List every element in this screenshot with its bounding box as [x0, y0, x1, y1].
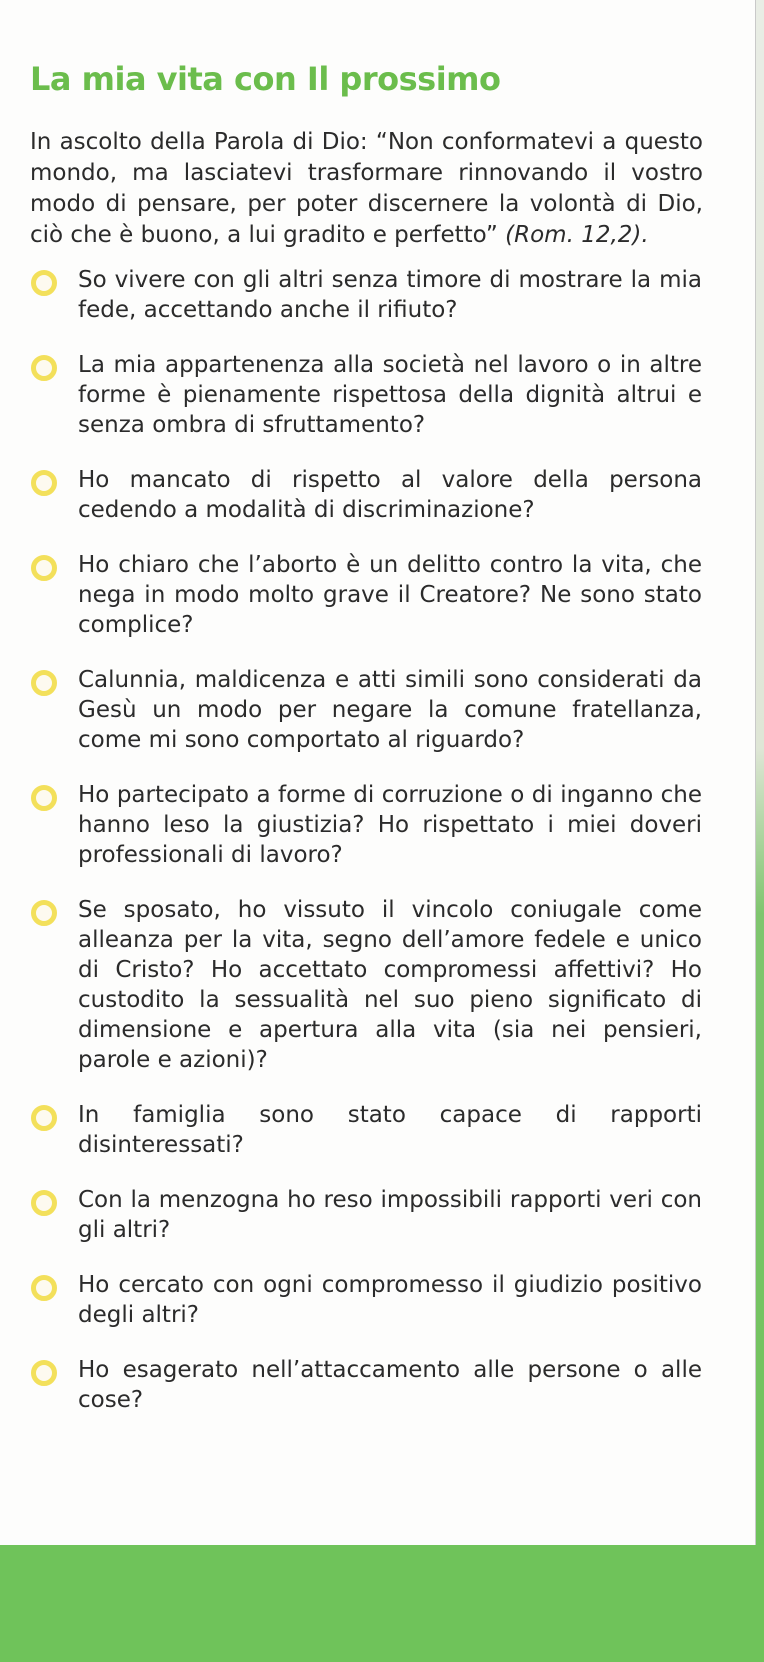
scripture-reference: (Rom. 12,2).: [505, 222, 649, 248]
question-text: Ho chiaro che l’aborto è un delitto contro la vita, che nega in modo molto grave il Creatore? Ne sono stato complice?: [78, 552, 702, 638]
question-text: In famiglia sono stato capace di rapporti disinteressati?: [78, 1102, 702, 1158]
ring-bullet-icon: [31, 785, 57, 811]
question-item: [0, 780, 702, 870]
examination-question-list: [0, 265, 764, 1415]
question-text: Ho mancato di rispetto al valore della persona cedendo a modalità di discriminazione?: [78, 467, 702, 523]
question-item: [0, 665, 702, 755]
ring-bullet-icon: [31, 355, 57, 381]
question-item: [0, 1270, 702, 1330]
question-text: Calunnia, maldicenza e atti simili sono considerati da Gesù un modo per negare la comune fratellanza, come mi sono comportato al riguardo?: [78, 667, 702, 753]
question-item: [0, 350, 702, 440]
question-text: So vivere con gli altri senza timore di mostrare la mia fede, accettando anche il rifiuto?: [78, 267, 702, 323]
ring-bullet-icon: [31, 1190, 57, 1216]
question-item: [0, 895, 702, 1075]
question-text: Ho esagerato nell’attaccamento alle persone o alle cose?: [78, 1357, 702, 1413]
question-item: [0, 465, 702, 525]
question-item: [0, 1100, 702, 1160]
question-item: [0, 265, 702, 325]
ring-bullet-icon: [31, 1360, 57, 1386]
question-item: [0, 1185, 702, 1245]
question-text: La mia appartenenza alla società nel lavoro o in altre forme è pienamente rispettosa della dignità altrui e senza ombra di sfruttamento?: [78, 352, 702, 438]
ring-bullet-icon: [31, 270, 57, 296]
question-item: [0, 550, 702, 640]
ring-bullet-icon: [31, 900, 57, 926]
question-text: Ho cercato con ogni compromesso il giudizio positivo degli altri?: [78, 1272, 702, 1328]
question-text: Con la menzogna ho reso impossibili rapporti veri con gli altri?: [78, 1187, 702, 1243]
ring-bullet-icon: [31, 470, 57, 496]
intro-paragraph: [30, 127, 703, 251]
intro-text: In ascolto della Parola di Dio: “Non conformatevi a questo mondo, ma lasciatevi trasformare rinnovando il vostro modo di pensare, per poter discernere la volontà di Dio, ciò che è buono, a lui gradito e perfetto”: [30, 129, 703, 248]
ring-bullet-icon: [31, 1275, 57, 1301]
ring-bullet-icon: [31, 555, 57, 581]
ring-bullet-icon: [31, 1105, 57, 1131]
footer-green-band: [0, 1545, 764, 1662]
page-title: La mia vita con Il prossimo: [30, 60, 501, 98]
question-text: Ho partecipato a forme di corruzione o di inganno che hanno leso la giustizia? Ho rispettato i miei doveri professionali di lavoro?: [78, 782, 702, 868]
ring-bullet-icon: [31, 670, 57, 696]
question-text: Se sposato, ho vissuto il vincolo coniugale come alleanza per la vita, segno dell’amore fedele e unico di Cristo? Ho accettato compromessi affettivi? Ho custodito la sessualità nel suo pieno significato di dimensione e apertura alla vita (sia nei pensieri, parole e azioni)?: [78, 897, 702, 1073]
question-item: [0, 1355, 702, 1415]
